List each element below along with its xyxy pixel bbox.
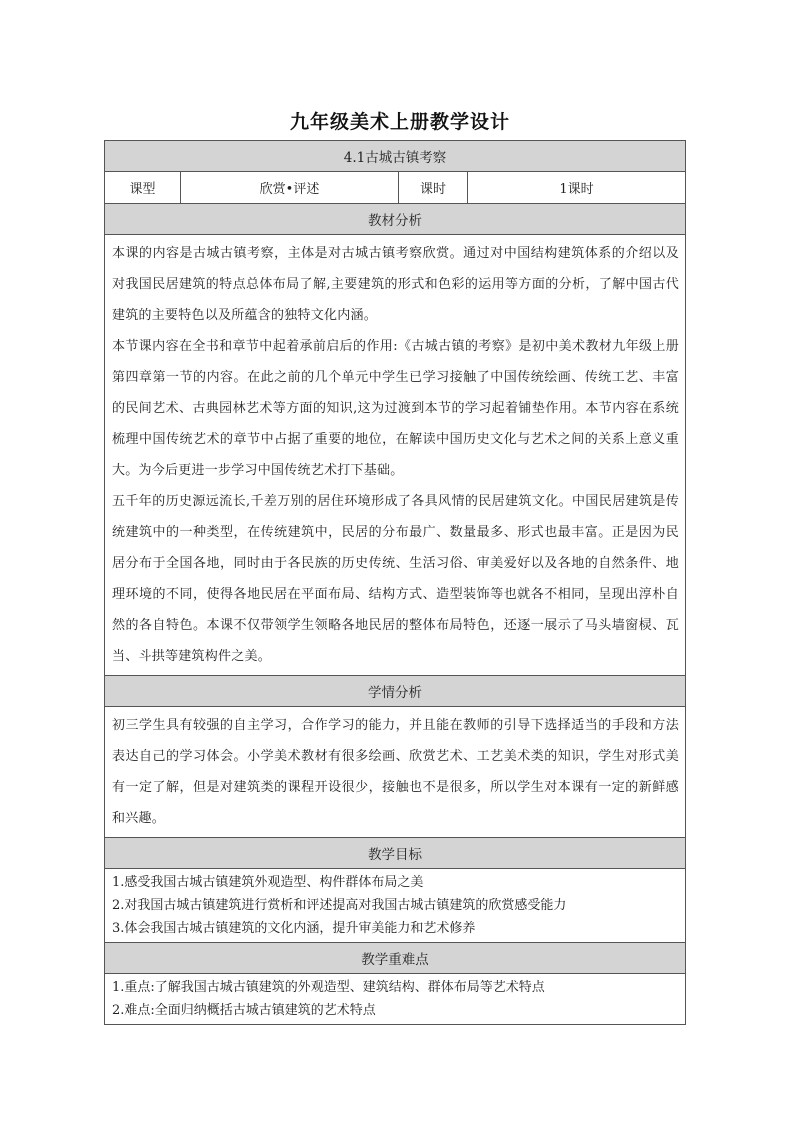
lesson-plan-table bbox=[104, 140, 686, 1025]
student-analysis-body bbox=[105, 707, 686, 838]
lesson-hours-value: 1课时 bbox=[468, 172, 686, 204]
key-point-item: 2.难点:全面归纳概括古城古镇建筑的艺术特点 bbox=[112, 1003, 376, 1018]
objectives-list bbox=[105, 869, 686, 943]
objective-item: 2.对我国古城古镇建筑进行赏析和评述提高对我国古城古镇建筑的欣赏感受能力 bbox=[112, 898, 567, 913]
student-paragraph: 初三学生具有较强的自主学习，合作学习的能力，并且能在教师的引导下选择适当的手段和方法表达自己的学习体会。小学美术教材有很多绘画、欣赏艺术、工艺美术类的知识，学生对形式美有一定了解，但是对建筑类的课程开设很少，接触也不是很多，所以学生对本课有一定的新鲜感和兴趣。 bbox=[112, 718, 680, 826]
material-paragraph: 本课的内容是古城古镇考察，主体是对古城古镇考察欣赏。通过对中国结构建筑体系的介绍以及对我国民居建筑的特点总体布局了解,主要建筑的形式和色彩的运用等方面的分析，了解中国古代建筑的主要特色以及所蕴含的独特文化内涵。 bbox=[112, 246, 680, 323]
objective-item: 3.体会我国古城古镇建筑的文化内涵，提升审美能力和艺术修养 bbox=[112, 921, 476, 936]
material-analysis-body bbox=[105, 235, 686, 676]
objectives-header: 教学目标 bbox=[105, 838, 686, 869]
objective-item: 1.感受我国古城古镇建筑外观造型、构件群体布局之美 bbox=[112, 875, 424, 890]
lesson-hours-label: 课时 bbox=[399, 172, 468, 204]
info-row bbox=[105, 172, 686, 204]
student-analysis-header: 学情分析 bbox=[105, 676, 686, 707]
material-paragraph: 本节课内容在全书和章节中起着承前启后的作用:《古城古镇的考察》是初中美术教材九年级上册第四章第一节的内容。在此之前的几个单元中学生已学习接触了中国传统绘画、传统工艺、丰富的民间艺术、古典园林艺术等方面的知识,这为过渡到本节的学习起着铺垫作用。本节内容在系统梳理中国传统艺术的章节中占据了重要的地位，在解读中国历史文化与艺术之间的关系上意义重大。为今后更进一步学习中国传统艺术打下基础。 bbox=[112, 339, 680, 478]
document-title: 九年级美术上册教学设计 bbox=[289, 111, 510, 133]
lesson-type-label: 课型 bbox=[105, 172, 181, 204]
lesson-type-value: 欣赏•评述 bbox=[181, 172, 399, 204]
lesson-title-header: 4.1古城古镇考察 bbox=[105, 141, 686, 172]
key-point-item: 1.重点:了解我国古城古镇建筑的外观造型、建筑结构、群体布局等艺术特点 bbox=[112, 980, 545, 995]
material-paragraph: 五千年的历史源远流长,千差万别的居住环境形成了各具风情的民居建筑文化。中国民居建筑是传统建筑中的一种类型，在传统建筑中，民居的分布最广、数量最多、形式也最丰富。正是因为民居分布于全国各地，同时由于各民族的历史传统、生活习俗、审美爱好以及各地的自然条件、地理环境的不同，使得各地民居在平面布局、结构方式、造型装饰等也就各不相同，呈现出淳朴自然的各自特色。本课不仅带领学生领略各地民居的整体布局特色，还逐一展示了马头墙窗棂、瓦当、斗拱等建筑构件之美。 bbox=[112, 494, 680, 664]
key-points-header: 教学重难点 bbox=[105, 943, 686, 974]
material-analysis-header: 教材分析 bbox=[105, 204, 686, 235]
key-points-list bbox=[105, 974, 686, 1025]
